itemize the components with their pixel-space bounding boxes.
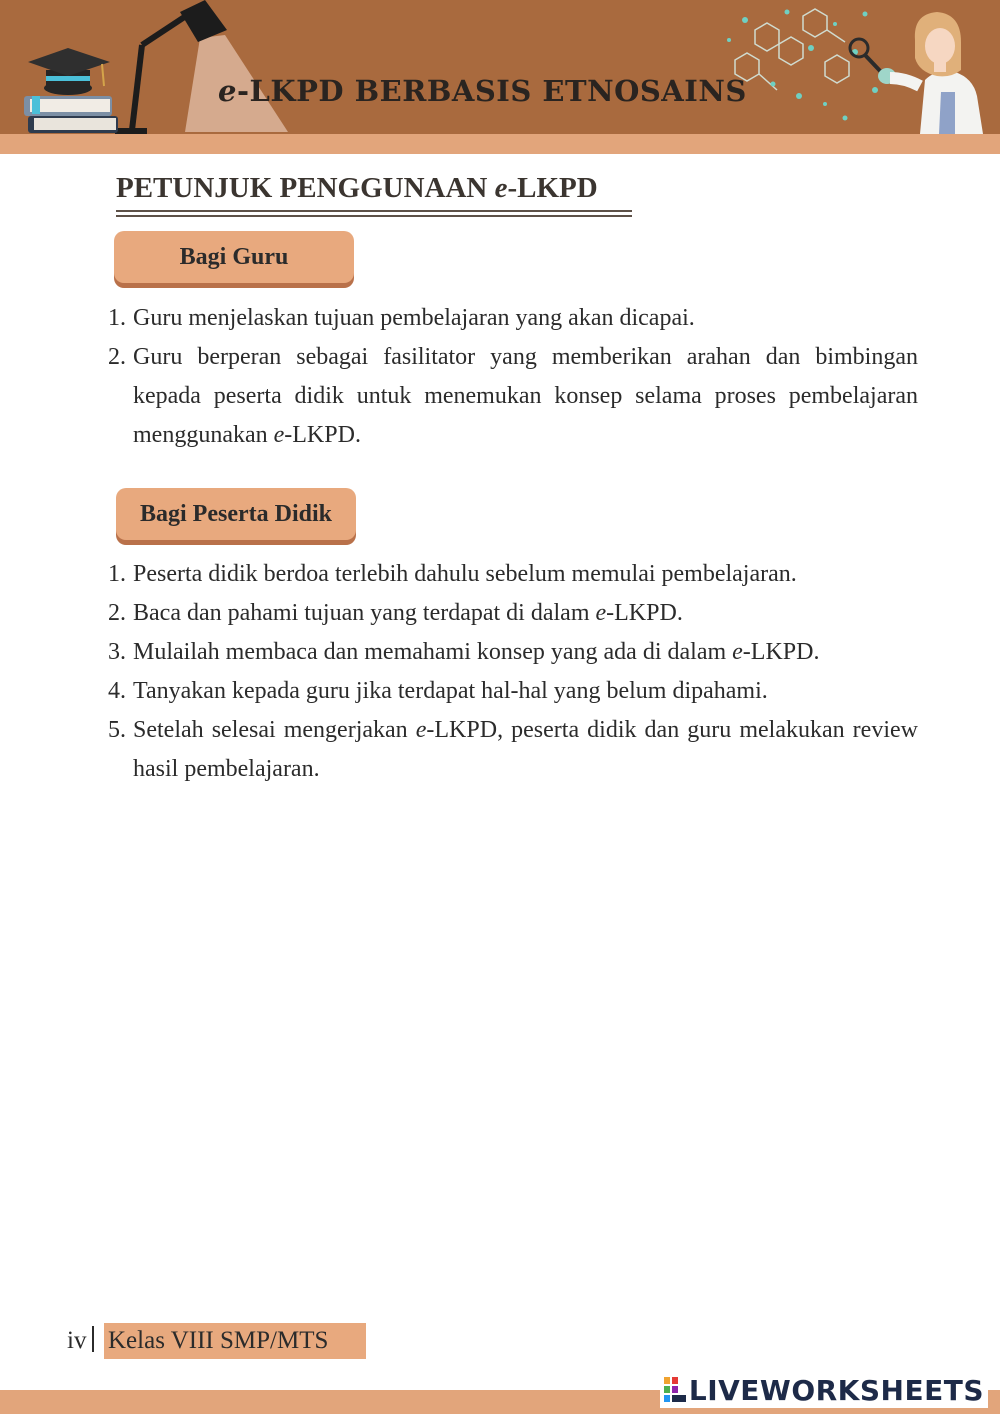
scientist-molecules-illustration bbox=[715, 0, 1000, 134]
title-underline-top bbox=[116, 210, 632, 212]
header-title-text: -LKPD BERBASIS ETNOSAINS bbox=[236, 74, 747, 108]
list-item-number: 1. bbox=[108, 561, 126, 587]
page-title bbox=[116, 172, 632, 205]
page-number bbox=[67, 1323, 97, 1359]
list-item-text: Tanyakan kepada guru jika terdapat hal-hal yang belum dipahami. bbox=[133, 678, 768, 704]
liveworksheets-brand[interactable] bbox=[660, 1372, 988, 1408]
section-label-guru: Bagi Guru bbox=[114, 231, 354, 283]
list-item-text-after: -LKPD. bbox=[284, 422, 361, 448]
liveworksheets-brand-text: LIVEWORKSHEETS bbox=[688, 1373, 984, 1407]
liveworksheets-logo-icon bbox=[664, 1377, 686, 1403]
list-item bbox=[100, 299, 918, 338]
list-item-number: 5. bbox=[108, 717, 126, 743]
header-title bbox=[218, 66, 747, 116]
list-item bbox=[100, 338, 918, 455]
list-item-italic: e bbox=[595, 600, 607, 626]
list-item-text-after: -LKPD. bbox=[742, 639, 820, 665]
list-item-number: 2. bbox=[108, 344, 126, 370]
header-title-italic: e bbox=[218, 74, 237, 108]
footer-class-label: Kelas VIII SMP/MTS bbox=[104, 1323, 366, 1359]
list-item-text: Guru menjelaskan tujuan pembelajaran yang akan dicapai. bbox=[133, 305, 695, 331]
list-item-number: 3. bbox=[108, 639, 126, 665]
list-item-text: Baca dan pahami tujuan yang terdapat di dalam bbox=[133, 600, 596, 626]
list-item-italic: e bbox=[732, 639, 743, 665]
list-item bbox=[100, 633, 918, 672]
scientist-icon bbox=[850, 12, 983, 134]
list-item bbox=[100, 672, 918, 711]
list-item-italic: e bbox=[273, 422, 285, 448]
page-title-italic: e bbox=[494, 172, 508, 204]
page-number-text: iv bbox=[67, 1327, 87, 1354]
list-item-text: Guru berperan sebagai fasilitator yang memberikan arahan dan bimbingan kepada peserta didik untuk menemukan konsep selama proses pembelajaran menggunakan bbox=[133, 344, 918, 448]
list-item-number: 1. bbox=[108, 305, 126, 331]
list-item bbox=[100, 594, 918, 633]
footer-divider bbox=[92, 1326, 94, 1352]
molecule-pattern-icon bbox=[735, 9, 849, 90]
graduation-cap-icon bbox=[28, 48, 110, 95]
list-item bbox=[100, 555, 918, 594]
page-title-text-after: -LKPD bbox=[507, 172, 598, 204]
peserta-instructions-list bbox=[100, 555, 918, 789]
list-item-text-after: -LKPD. bbox=[606, 600, 683, 626]
page-title-text-before: PETUNJUK PENGGUNAAN bbox=[116, 172, 495, 204]
list-item-text: Mulailah membaca dan memahami konsep yang ada di dalam bbox=[133, 639, 733, 665]
title-underline-bottom bbox=[116, 215, 632, 217]
guru-instructions-list bbox=[100, 299, 918, 455]
list-item-number: 4. bbox=[108, 678, 126, 704]
list-item-italic: e bbox=[415, 717, 427, 743]
section-label-peserta-didik: Bagi Peserta Didik bbox=[116, 488, 356, 540]
list-item-number: 2. bbox=[108, 600, 126, 626]
list-item-text: Setelah selesai mengerjakan bbox=[133, 717, 416, 743]
list-item-text: Peserta didik berdoa terlebih dahulu sebelum memulai pembelajaran. bbox=[133, 561, 797, 587]
books-stack-icon bbox=[24, 96, 118, 133]
list-item bbox=[100, 711, 918, 789]
list-item-text-after: -LKPD, peserta didik dan guru melakukan review hasil pembelajaran. bbox=[133, 717, 918, 782]
